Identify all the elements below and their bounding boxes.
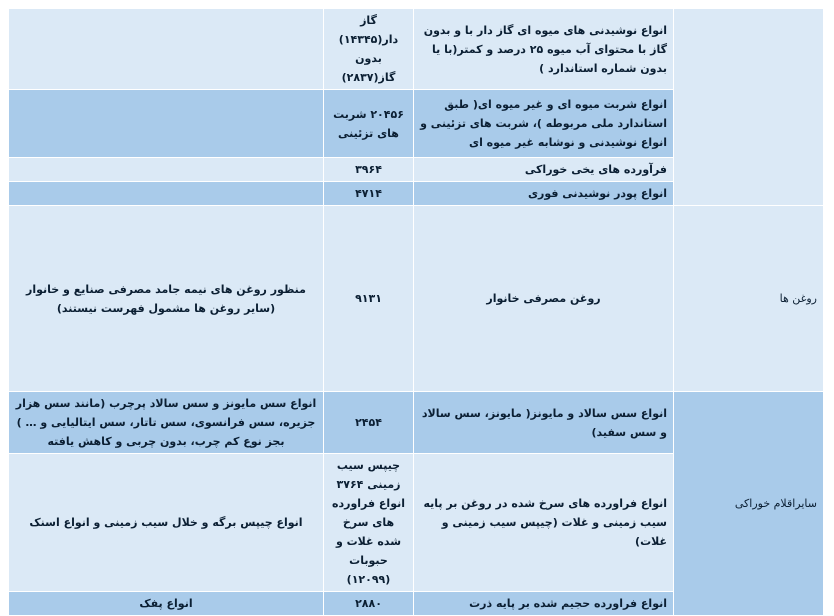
description-cell: فرآورده های یخی خوراکی [414,158,674,182]
note-cell [9,182,324,206]
note-cell [9,90,324,158]
table-row [9,206,824,392]
food-items-table [8,8,824,616]
code-cell: ۹۱۳۱ [324,206,414,392]
description-cell: انواع شربت میوه ای و غیر میوه ای( طبق استاندارد ملی مربوطه )، شربت های تزئینی و انواع نوشیدنی و نوشابه غیر میوه ای [414,90,674,158]
category-cell: سایراقلام خوراکی [674,392,824,616]
code-cell: ۲۴۵۴ [324,392,414,454]
category-cell: روغن ها [674,206,824,392]
table-row [9,9,824,90]
description-cell: انواع سس سالاد و مایونز( مایونز، سس سالاد و سس سفید) [414,392,674,454]
category-cell [674,9,824,206]
code-cell: ۴۷۱۴ [324,182,414,206]
code-cell: ۲۰۴۵۶ شربت های تزئینی [324,90,414,158]
description-cell: انواع فراورده های سرخ شده در روغن بر پایه سیب زمینی و غلات (چیپس سیب زمینی و غلات) [414,454,674,592]
note-cell: انواع سس مایونز و سس سالاد پرچرب (مانند سس هزار جزیره، سس فرانسوی، سس تاتار، سس ایتالیایی و … ) بجز نوع کم چرب، بدون چربی و کاهش یافته [9,392,324,454]
note-cell: انواع چیپس برگه و خلال سیب زمینی و انواع اسنک [9,454,324,592]
note-cell [9,9,324,90]
description-cell: انواع نوشیدنی های میوه ای گاز دار با و بدون گاز با محتوای آب میوه ۲۵ درصد و کمتر(با یا بدون شماره استاندارد ) [414,9,674,90]
table-row [9,392,824,454]
description-cell: انواع پودر نوشیدنی فوری [414,182,674,206]
note-cell [9,158,324,182]
note-cell: منظور روغن های نیمه جامد مصرفی صنایع و خانوار (سایر روغن ها مشمول فهرست نیستند) [9,206,324,392]
description-cell: انواع فراورده حجیم شده بر پایه ذرت [414,592,674,616]
description-cell: روغن مصرفی خانوار [414,206,674,392]
code-cell: گاز دار(۱۴۳۴۵) بدون گاز(۲۸۳۷) [324,9,414,90]
code-cell: ۳۹۶۴ [324,158,414,182]
note-cell: انواع پفک [9,592,324,616]
code-cell: چیپس سیب زمینی ۳۷۶۴ انواع فراورده های سرخ شده غلات و حبوبات (۱۲۰۹۹) [324,454,414,592]
code-cell: ۲۸۸۰ [324,592,414,616]
